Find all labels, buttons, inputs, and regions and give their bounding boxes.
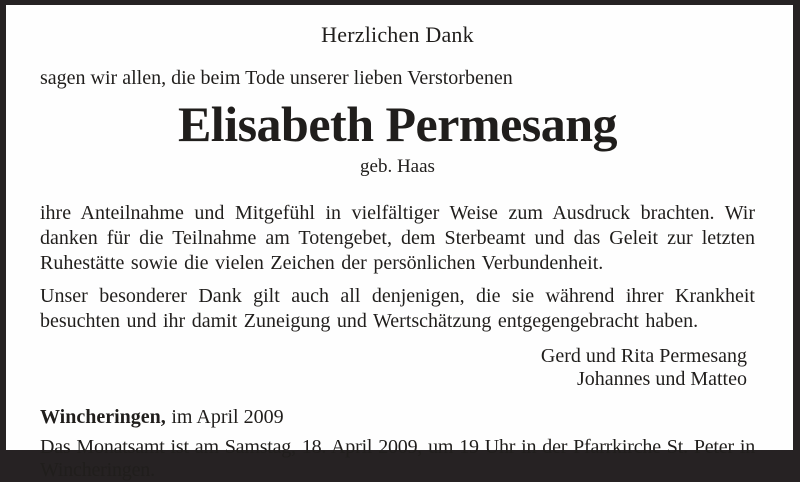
mourner-line: Gerd und Rita Permesang — [540, 344, 747, 367]
mourners-block — [40, 345, 755, 391]
place-date-line — [40, 406, 755, 429]
obituary-notice — [6, 5, 793, 481]
maiden-name: geb. Haas — [360, 155, 435, 177]
place-name: Wincheringen, — [40, 405, 166, 428]
special-thanks-paragraph: Unser besonderer Dank gilt auch all denjenigen, die sie während ihrer Krankheit besuchten und ihr damit Zuneigung und Wertschätzung entgegengebracht haben. — [40, 284, 755, 332]
date-text: im April 2009 — [171, 405, 284, 428]
deceased-name: Elisabeth Permesang — [177, 96, 618, 152]
thanks-heading: Herzlichen Dank — [321, 22, 474, 47]
service-info-paragraph: Das Monatsamt ist am Samstag, 18. April 2009, um 19 Uhr in der Pfarrkirche St. Peter in Wincheringen. — [40, 435, 755, 481]
thanks-paragraph: ihre Anteilnahme und Mitgefühl in vielfältiger Weise zum Ausdruck brachten. Wir danken für die Teilnahme am Totengebet, dem Sterbeamt und das Geleit zur letzten Ruhestätte sowie die vielen Zeichen der persönlichen Verbundenheit. — [40, 201, 755, 274]
intro-line: sagen wir allen, die beim Tode unserer lieben Verstorbenen — [40, 67, 513, 89]
mourner-line: Johannes und Matteo — [577, 367, 747, 390]
